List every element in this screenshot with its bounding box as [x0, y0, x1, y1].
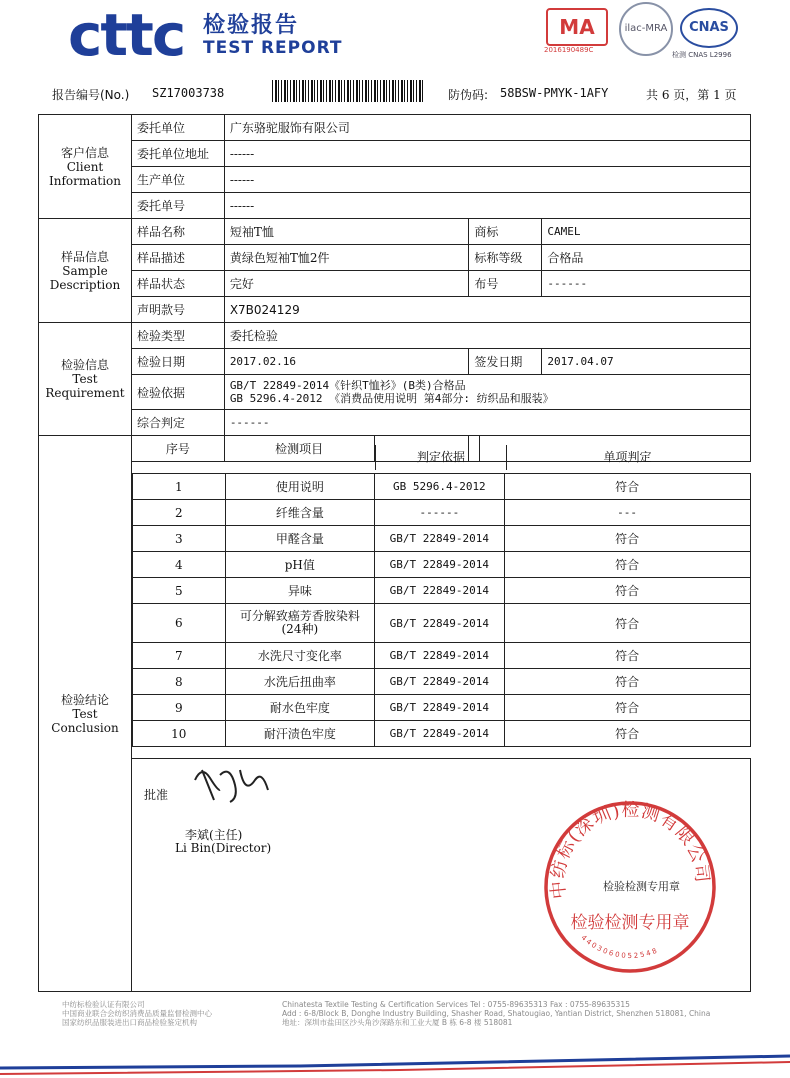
cttc-logo: cttc — [68, 1, 185, 69]
sample-name-label: 样品名称 — [131, 219, 224, 245]
report-number: SZ17003738 — [152, 86, 225, 100]
cnas-number: 检测 CNAS L2996 — [672, 51, 732, 59]
test-type-label: 检验类型 — [131, 323, 224, 349]
footer-decoration — [0, 1052, 790, 1078]
sample-desc-label: 样品描述 — [131, 245, 224, 271]
report-title-cn: 检验报告 — [203, 13, 300, 38]
issue-date-label: 签发日期 — [469, 349, 542, 374]
seal-arc-text: 中纺标(深圳)检测有限公司 — [547, 799, 713, 900]
table-row: 3 甲醛含量 GB/T 22849-2014 符合 — [132, 526, 750, 552]
basis-line-2: GB 5296.4-2012 《消费品使用说明 第4部分: 纺织品和服装》 — [229, 392, 554, 405]
grade-label: 标称等级 — [469, 245, 542, 270]
footer-left: 中纺标检验认证有限公司 中国商业联合会纺织消费品质量监督检测中心 国家纺织品服装进出口商品检验鉴定机构 — [62, 1000, 212, 1027]
col-header-no: 序号 — [131, 436, 224, 462]
cnas-logo: CNAS — [680, 8, 738, 48]
col-header-item: 检测项目 — [224, 436, 374, 462]
client-value: ------ — [224, 193, 750, 219]
sample-state: 完好 — [224, 271, 469, 297]
report-number-label: 报告编号(No.) — [52, 88, 130, 102]
conclusion-table — [132, 473, 751, 747]
style-label: 声明款号 — [131, 297, 224, 323]
table-row: 7 水洗尺寸变化率 GB/T 22849-2014 符合 — [132, 643, 750, 669]
anti-fake-label: 防伪码: — [448, 88, 489, 102]
signature — [190, 760, 270, 810]
verdict: ------ — [224, 410, 750, 436]
signer-name-cn: 李斌(主任) — [185, 828, 243, 842]
table-row: 6 可分解致癌芳香胺染料 (24种) GB/T 22849-2014 符合 — [132, 604, 750, 643]
grade: 合格品 — [547, 251, 584, 265]
issue-date: 2017.04.07 — [547, 355, 614, 368]
col-header-basis: 判定依据 — [375, 445, 507, 470]
brand: CAMEL — [547, 225, 581, 238]
sample-state-label: 样品状态 — [131, 271, 224, 297]
client-label: 委托单号 — [131, 193, 224, 219]
client-value: 广东骆驼服饰有限公司 — [224, 115, 750, 141]
fabric: ------ — [547, 277, 588, 290]
footer-right: Chinatesta Textile Testing & Certification Services Tel : 0755-89635313 Fax : 0755-89635315 Add : 6-8/Block B, Donghe Industry Building, Shasher Road, Shatougiao, Yantian District, Shenzhen 518081, China 地址：深圳市盐田区沙头角沙深路东和工业大厦 B 栋 6-8 楼 518081 — [282, 1000, 711, 1027]
client-label: 委托单位 — [131, 115, 224, 141]
verdict-label: 综合判定 — [131, 410, 224, 436]
cma-logo: MA — [546, 8, 608, 46]
page-count: 共 6 页，第 1 页 — [646, 88, 737, 102]
cma-number: 2016190489C — [544, 46, 594, 54]
seal-bottom-text: 检验检测专用章 — [570, 913, 690, 933]
test-type: 委托检验 — [224, 323, 750, 349]
client-section: 客户信息 Client Information — [39, 115, 132, 219]
stamp-label: 检验检测专用章 — [603, 880, 680, 893]
approve-label: 批准 — [144, 788, 169, 802]
col-header-result: 单项判定 — [603, 450, 652, 464]
test-date: 2017.02.16 — [224, 349, 469, 375]
signer-name-en: Li Bin(Director) — [175, 841, 272, 855]
test-date-label: 检验日期 — [131, 349, 224, 375]
table-row: 10 耐汗渍色牢度 GB/T 22849-2014 符合 — [132, 721, 750, 747]
conclusion-section: 检验结论 Test Conclusion — [39, 436, 132, 992]
svg-text:4403060052548 — [580, 934, 660, 961]
basis-label: 检验依据 — [131, 375, 224, 410]
test-section: 检验信息 Test Requirement — [39, 323, 132, 436]
table-row: 9 耐水色牢度 GB/T 22849-2014 符合 — [132, 695, 750, 721]
table-row: 2 纤维含量 ------ --- — [132, 500, 750, 526]
brand-label: 商标 — [469, 219, 542, 244]
table-row: 8 水洗后扭曲率 GB/T 22849-2014 符合 — [132, 669, 750, 695]
client-value: ------ — [224, 167, 750, 193]
basis-line-1: GB/T 22849-2014《针织T恤衫》(B类)合格品 — [229, 379, 466, 392]
barcode — [272, 80, 424, 102]
sample-desc: 黄绿色短袖T恤2件 — [224, 245, 469, 271]
ilac-mra-logo: ilac-MRA — [619, 2, 673, 56]
anti-fake-code: 58BSW-PMYK-1AFY — [500, 86, 609, 100]
table-row: 5 异味 GB/T 22849-2014 符合 — [132, 578, 750, 604]
basis — [224, 375, 750, 410]
client-label: 生产单位 — [131, 167, 224, 193]
style-number: X7B024129 — [224, 297, 750, 323]
client-label: 委托单位地址 — [131, 141, 224, 167]
fabric-label: 布号 — [469, 271, 542, 296]
table-row: 4 pH值 GB/T 22849-2014 符合 — [132, 552, 750, 578]
sample-section: 样品信息 Sample Description — [39, 219, 132, 323]
client-value: ------ — [224, 141, 750, 167]
report-title-en: TEST REPORT — [203, 38, 343, 58]
table-row: 1 使用说明 GB 5296.4-2012 符合 — [132, 474, 750, 500]
sample-name: 短袖T恤 — [224, 219, 469, 245]
seal-number: 4403060052548 — [579, 933, 660, 961]
